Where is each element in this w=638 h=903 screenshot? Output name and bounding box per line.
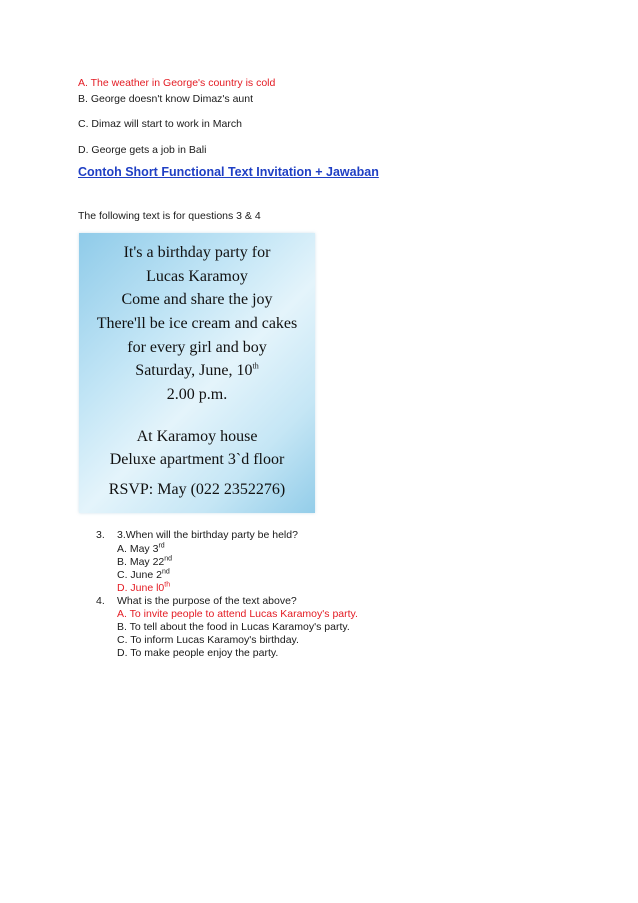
invitation-date: Saturday, June, 10 [135, 362, 253, 379]
q4-option-b: B. To tell about the food in Lucas Karamoy's party. [117, 621, 350, 633]
q4-option-c: C. To inform Lucas Karamoy's birthday. [117, 634, 299, 646]
invitation-date-line [79, 362, 315, 380]
question-number: 3. [96, 529, 105, 541]
option-b: B. George doesn't know Dimaz's aunt [78, 93, 254, 105]
q3-option-a-text: A. May 3 [117, 543, 159, 555]
invitation-date-suffix: th [252, 361, 259, 371]
q4-option-d: D. To make people enjoy the party. [117, 647, 279, 659]
section-heading-link[interactable]: Contoh Short Functional Text Invitation + Jawaban [78, 165, 379, 179]
q3-option-b [117, 556, 172, 569]
q3-option-d-answer [117, 582, 170, 595]
q3-option-c [117, 569, 170, 582]
q3-option-d-text: D. June l0 [117, 582, 165, 594]
option-a-answer: A. The weather in George's country is cold [78, 77, 276, 89]
invitation-line: for every girl and boy [127, 339, 267, 356]
invitation-card-image [79, 233, 315, 513]
q3-option-c-text: C. June 2 [117, 569, 162, 581]
ordinal-suffix: nd [164, 555, 173, 563]
q4-option-a-answer: A. To invite people to attend Lucas Karamoy's party. [117, 608, 358, 620]
option-d: D. George gets a job in Bali [78, 144, 207, 156]
invitation-line: At Karamoy house [136, 428, 258, 445]
invitation-line: Deluxe apartment 3`d floor [109, 451, 285, 468]
invitation-time: 2.00 p.m. [166, 386, 228, 403]
intro-text: The following text is for questions 3 & 4 [78, 210, 261, 222]
option-c: C. Dimaz will start to work in March [78, 118, 242, 130]
q3-option-a [117, 543, 165, 556]
invitation-line: Come and share the joy [121, 291, 273, 308]
question-number: 4. [96, 595, 105, 607]
question-4-text: What is the purpose of the text above? [117, 595, 297, 607]
invitation-rsvp: RSVP: May (022 2352276) [108, 481, 286, 498]
question-3-text: 3.When will the birthday party be held? [117, 529, 298, 541]
ordinal-suffix: rd [158, 542, 165, 550]
q3-option-b-text: B. May 22 [117, 556, 165, 568]
ordinal-suffix: nd [161, 568, 170, 576]
invitation-line: It's a birthday party for [123, 244, 271, 261]
invitation-line: There'll be ice cream and cakes [96, 315, 298, 332]
ordinal-suffix: th [164, 581, 171, 589]
invitation-line: Lucas Karamoy [146, 268, 248, 285]
